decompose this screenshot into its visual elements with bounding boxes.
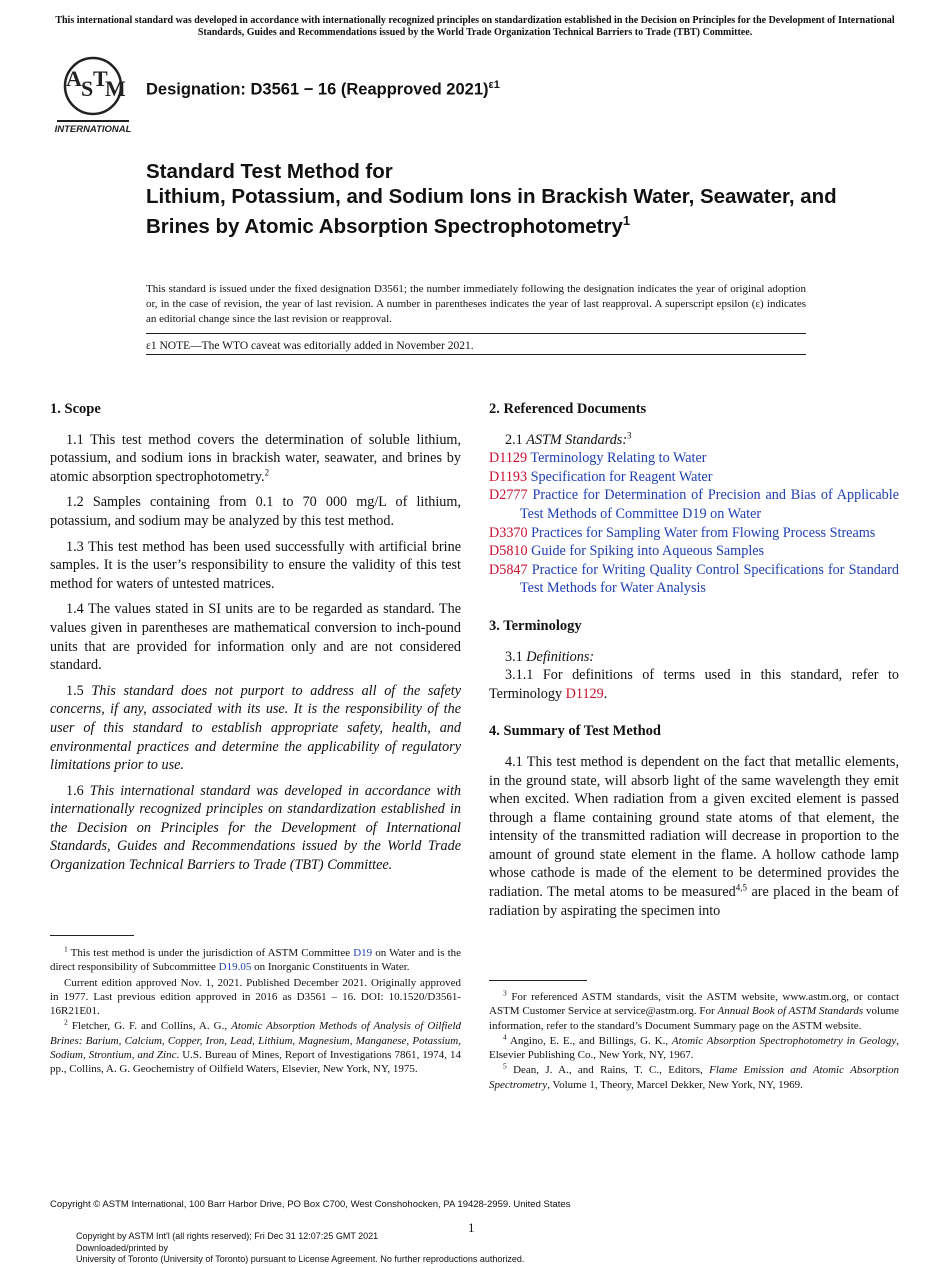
reference-item[interactable] [489, 468, 899, 487]
svg-text:A: A [66, 66, 82, 91]
svg-text:T: T [93, 66, 108, 91]
svg-text:INTERNATIONAL: INTERNATIONAL [54, 124, 132, 134]
footnote-3: $^3$ For referenced ASTM standards, visit the ASTM website, www.astm.org, or contact ASTM Customer Service at service@astm.org. For Annual Book of ASTM Standards volume information, refer to the standard’s Document Summary page on the ASTM website. [489, 988, 900, 1032]
download-notice: Copyright by ASTM Int'l (all rights reserved); Fri Dec 31 12:07:25 GMT 2021 Downloaded/printed by University of Toronto (University of Toronto) pursuant to License Agreement. No further reproductions authorized. [76, 1231, 525, 1264]
reference-item[interactable] [489, 486, 899, 523]
issue-note: This standard is issued under the fixed designation D3561; the number immediately following the designation indicates the year of original adoption or, in the case of revision, the year of last revision. A number in parentheses indicates the year of last reapproval. A superscript epsilon (ε) indicates an editorial change since the last revision or reapproval. [146, 283, 806, 325]
reference-code[interactable]: D5847 [489, 561, 528, 578]
reference-title[interactable]: Specification for Reagent Water [530, 468, 713, 485]
reference-code[interactable]: D1193 [489, 468, 528, 485]
astm-logo-mark [53, 56, 133, 134]
reference-code[interactable]: D1129 [489, 450, 528, 467]
reference-code[interactable]: D2777 [489, 487, 528, 504]
title-line-2: Lithium, Potassium, and Sodium Ions in Brackish Water, Seawater, and Brines by Atomic Absorption Spectrophotometry$^1$ [146, 184, 837, 238]
reference-title[interactable]: Practice for Writing Quality Control Specifications for Standard Test Methods for Water Analysis [520, 561, 899, 597]
divider [146, 333, 806, 334]
footnotes-left [50, 946, 461, 1078]
reference-title[interactable]: Terminology Relating to Water [530, 450, 707, 467]
section-heading-scope: 1. Scope [50, 401, 101, 417]
reference-list [489, 449, 899, 598]
terminology-ref-link[interactable]: D1129 [565, 685, 604, 702]
section-heading-summary: 4. Summary of Test Method [489, 723, 661, 740]
footnote-rule [489, 980, 587, 981]
paragraph-3-1: 3.1 Definitions: [505, 648, 595, 665]
section-heading-referenced-documents: 2. Referenced Documents [489, 401, 647, 417]
reference-item[interactable] [489, 561, 899, 598]
paragraph-1-6: 1.6 This international standard was developed in accordance with internationally recognized principles on standardization established in the Decision on Principles for the Development of International Standards, Guides and Recommendations issued by the World Trade Organization Technical Barriers to Trade (TBT) Committee. [50, 782, 461, 874]
reference-title[interactable]: Practice for Determination of Precision and Bias of Applicable Test Methods of Committee D19 on Water [520, 487, 899, 522]
paragraph-2-1: 2.1 ASTM Standards:$^3$ [505, 429, 632, 448]
copyright-line: Copyright © ASTM International, 100 Barr Harbor Drive, PO Box C700, West Conshohocken, PA 19428-2959. United States [50, 1199, 571, 1210]
subcommittee-link[interactable]: D19.05 [218, 961, 252, 974]
reference-item[interactable] [489, 542, 899, 561]
divider [146, 354, 806, 355]
footnotes-right [489, 990, 899, 1093]
footnote-2: $^2$ Fletcher, G. F. and Collins, A. G., Atomic Absorption Methods of Analysis of Oilfield Brines: Barium, Calcium, Copper, Iron, Lead, Lithium, Magnesium, Manganese, Potassium, Sodium, Strontium, and Zinc. U.S. Bureau of Mines, Report of Investigations 7861, 1974, 14 pp., Collins, A. G. Geochemistry of Oilfield Waters, Elsevier, New York, NY, 1975. [50, 1017, 462, 1076]
designation-epsilon: ε1 [488, 79, 500, 91]
paragraph-4-1: 4.1 This test method is dependent on the fact that metallic elements, in the ground state, will absorb light of the same wavelength they emit when excited. When radiation from a given excited element is passed through a flame containing ground state atoms of that element, the intensity of the transmitted radiation will decrease in proportion to the amount of ground state element in the flame. A hollow cathode lamp whose cathode is made of the element to be determined provides the radiation. The metal atoms to be measured$^{4,5}$ are placed in the beam of radiation by aspirating the specimen into [489, 753, 899, 919]
wto-caveat: This international standard was developed in accordance with internationally recognized principles on standardization established in the Decision on Principles for the Development of International Standards, Guides and Recommendations issued by the World Trade Organization Technical Barriers to Trade (TBT) Committee. [55, 15, 895, 38]
paragraph-1-4: 1.4 The values stated in SI units are to be regarded as standard. The values given in parentheses are mathematical conversion to inch-pound units that are provided for information only and are not considered standard. [50, 601, 461, 674]
paragraph-1-3: 1.3 This test method has been used successfully with artificial brine samples. It is the user’s responsibility to ensure the validity of this test method for waters of untested matrices. [50, 538, 461, 592]
paragraph-1-2: 1.2 Samples containing from 0.1 to 70 000 mg/L of lithium, potassium, and sodium may be analyzed by this test method. [50, 494, 461, 529]
title-line-1: Standard Test Method for [146, 160, 393, 183]
reference-code[interactable]: D5810 [489, 543, 528, 560]
astm-logo [53, 56, 133, 134]
reference-item[interactable] [489, 524, 899, 543]
reference-code[interactable]: D3370 [489, 524, 528, 541]
document-title [146, 160, 846, 239]
reference-title[interactable]: Practices for Sampling Water from Flowing Process Streams [531, 524, 876, 541]
right-column [489, 400, 899, 927]
designation: Designation: D3561 − 16 (Reapproved 2021)$^{\varepsilon 1}$ [146, 79, 500, 99]
footnote-rule [50, 935, 134, 936]
page-number: 1 [468, 1220, 475, 1235]
reference-title[interactable]: Guide for Spiking into Aqueous Samples [531, 543, 765, 560]
section-heading-terminology: 3. Terminology [489, 617, 582, 634]
footnote-4: $^4$ Angino, E. E., and Billings, G. K., Atomic Absorption Spectrophotometry in Geology, Elsevier Publishing Co., New York, NY, 1967. [489, 1032, 899, 1062]
committee-link[interactable]: D19 [353, 947, 373, 959]
footnote-5: $^5$ Dean, J. A., and Rains, T. C., Editors, Flame Emission and Atomic Absorption Spectrometry, Volume 1, Theory, Marcel Dekker, New York, NY, 1969. [489, 1061, 900, 1091]
footnote-1: $^1$ This test method is under the jurisdiction of ASTM Committee D19 on Water and is the direct responsibility of Subcommittee D19.05 on Inorganic Constituents in Water. [50, 944, 462, 974]
editorial-note: ε1 NOTE—The WTO caveat was editorially added in November 2021. [146, 340, 474, 352]
left-column [50, 400, 461, 882]
svg-text:S: S [81, 76, 94, 101]
reference-item[interactable] [489, 449, 899, 468]
paragraph-1-1: 1.1 This test method covers the determination of soluble lithium, potassium, and sodium ions in brackish water, seawater, and brines by atomic absorption spectrophotometry.$^2$ [50, 431, 461, 485]
edition-note: Current edition approved Nov. 1, 2021. Published December 2021. Originally approved in 1977. Last previous edition approved in 2016 as D3561 – 16. DOI: 10.1520/D3561-16R21E01. [50, 976, 461, 1018]
svg-text:M: M [105, 76, 126, 101]
paragraph-1-5: 1.5 This standard does not purport to address all of the safety concerns, if any, associated with its use. It is the responsibility of the user of this standard to establish appropriate safety, health, and environmental practices and determine the applicability of regulatory limitations prior to use. [50, 682, 461, 774]
paragraph-3-1-1: 3.1.1 For definitions of terms used in this standard, refer to Terminology D1129. [489, 667, 899, 702]
